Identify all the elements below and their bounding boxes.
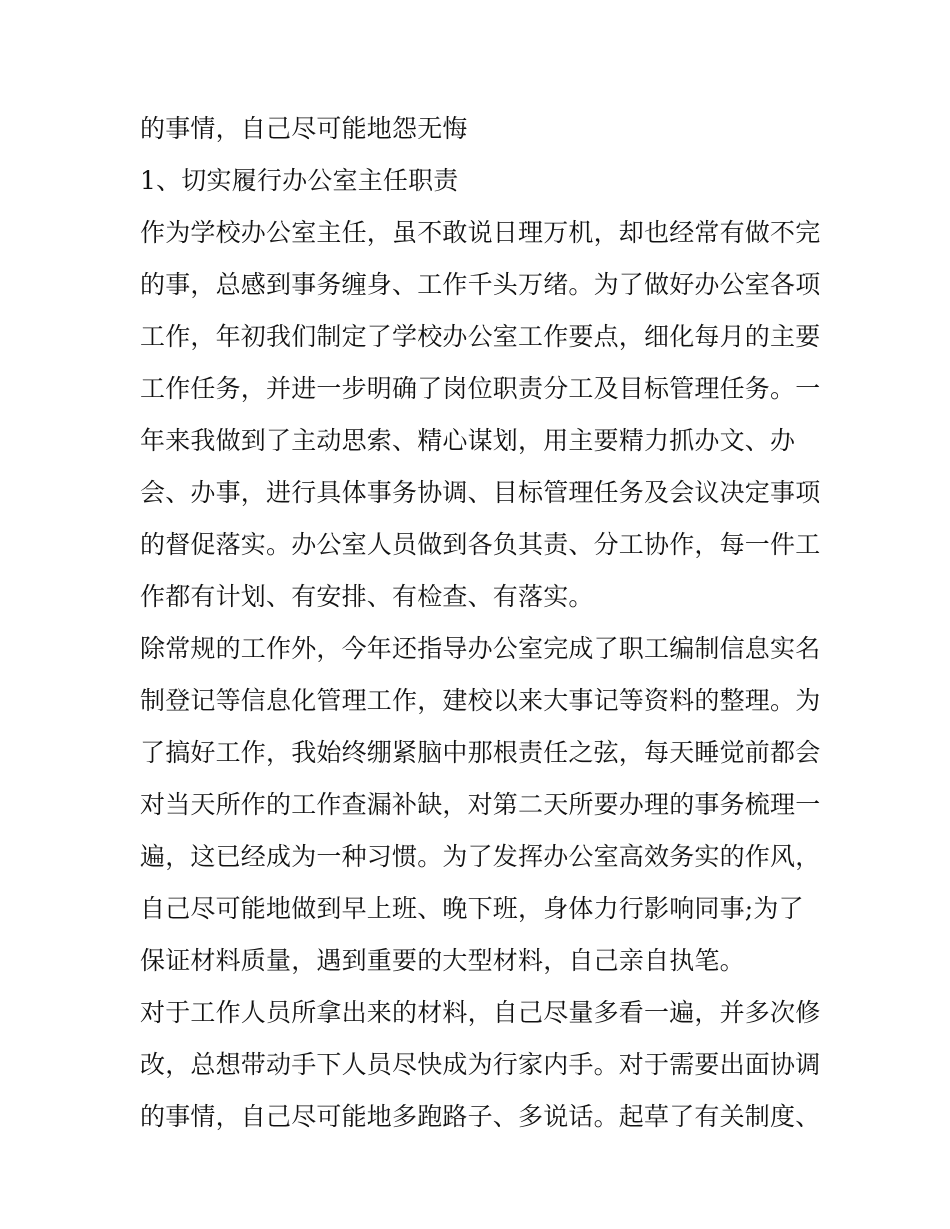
text-line: 年来我做到了主动思索、精心谋划，用主要精力抓办文、办: [140, 426, 796, 455]
text-line: 工作，年初我们制定了学校办公室工作要点，细化每月的主要: [140, 322, 821, 351]
text-line: 改，总想带动手下人员尽快成为行家内手。对于需要出面协调: [140, 1050, 821, 1079]
section-heading: 1、切实履行办公室主任职责: [140, 166, 459, 195]
text-line: 制登记等信息化管理工作，建校以来大事记等资料的整理。为: [140, 686, 821, 715]
text-line: 的事情，自己尽可能地怨无悔: [140, 114, 468, 143]
text-line: 对于工作人员所拿出来的材料，自己尽量多看一遍，并多次修: [140, 998, 821, 1027]
text-line: 对当天所作的工作查漏补缺，对第二天所要办理的事务梳理一: [140, 790, 821, 819]
text-line: 的督促落实。办公室人员做到各负其责、分工协作，每一件工: [140, 530, 821, 559]
text-line: 除常规的工作外，今年还指导办公室完成了职工编制信息实名: [140, 634, 821, 663]
text-line: 的事，总感到事务缠身、工作千头万绪。为了做好办公室各项: [140, 270, 821, 299]
text-line: 的事情，自己尽可能地多跑路子、多说话。起草了有关制度、: [140, 1102, 821, 1131]
text-line: 自己尽可能地做到早上班、晚下班，身体力行影响同事;为了: [140, 894, 804, 923]
text-line: 会、办事，进行具体事务协调、目标管理任务及会议决定事项: [140, 478, 821, 507]
text-line: 作为学校办公室主任，虽不敢说日理万机，却也经常有做不完: [140, 218, 821, 247]
text-line: 遍，这已经成为一种习惯。为了发挥办公室高效务实的作风，: [140, 842, 821, 871]
text-line: 了搞好工作，我始终绷紧脑中那根责任之弦，每天睡觉前都会: [140, 738, 821, 767]
text-line: 作都有计划、有安排、有检查、有落实。: [140, 582, 594, 611]
text-line: 工作任务，并进一步明确了岗位职责分工及目标管理任务。一: [140, 374, 821, 403]
text-line: 保证材料质量，遇到重要的大型材料，自己亲自执笔。: [140, 946, 745, 975]
